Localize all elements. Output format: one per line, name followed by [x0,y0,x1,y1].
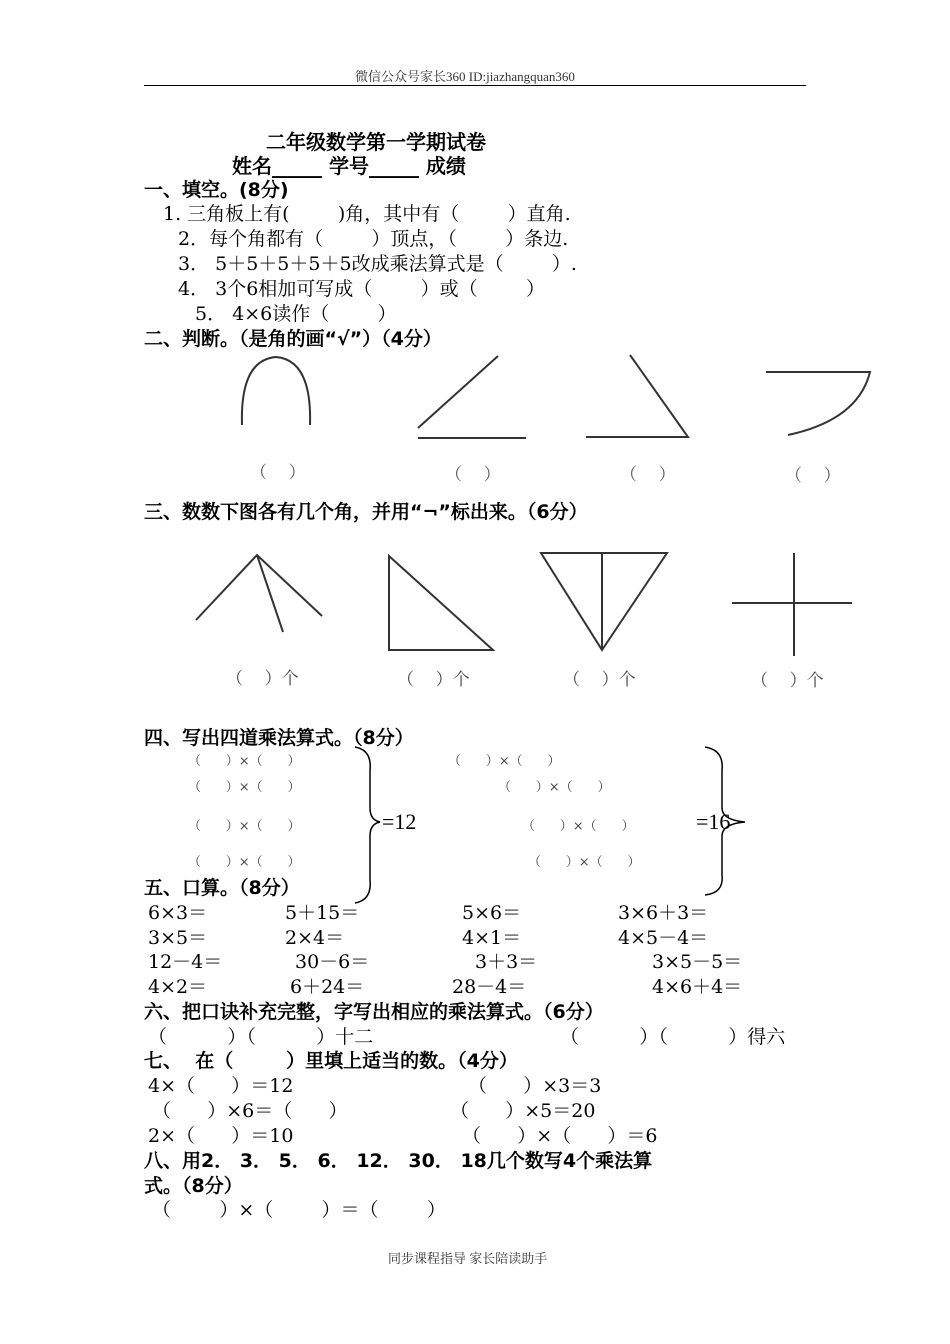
s5-r2-c1: 3×5＝ [148,927,208,949]
s5-r4-c4: 4×6＋4＝ [652,976,743,998]
s7-r3-left[interactable]: 2×（ ）＝10 [148,1125,294,1147]
s5-r2-c3: 4×1＝ [462,927,522,949]
s2-blank-1[interactable]: （ ） [250,463,306,483]
section6-title: 六、把口诀补充完整，字写出相应的乘法算式。（6分） [144,1001,604,1023]
section1-title: 一、填空。(8分) [144,179,289,201]
exam-title: 二年级数学第一学期试卷 [266,130,486,154]
s7-r2-left[interactable]: （ ）×6＝（ ） [152,1100,348,1122]
s1-question-1: 1. 三角板上有( )角，其中有（ ）直角. [163,203,571,225]
s5-r2-c2: 2×4＝ [285,927,345,949]
s4-eq-12: =12 [382,809,417,834]
s7-r1-right[interactable]: （ ）×3＝3 [468,1075,602,1097]
s6-right-rhyme[interactable]: （ ）（ ）得六 [560,1026,786,1048]
page-header: 微信公众号家长360 ID:jiazhangquan360 [355,69,575,84]
s3-count-2[interactable]: （ ）个 [397,670,470,690]
page-footer: 同步课程指导 家长陪读助手 [388,1251,548,1266]
section8-title-line1: 八、用2． 3． 5． 6． 12． 30． 18几个数写4个乘法算 [144,1150,653,1172]
s4-left-row-3[interactable]: （ ）×（ ） [188,819,301,834]
s5-r4-c1: 4×2＝ [148,976,208,998]
s7-r2-right[interactable]: （ ）×5＝20 [450,1100,596,1122]
section7-title: 七、 在（ ）里填上适当的数。（4分） [144,1050,518,1072]
s2-blank-4[interactable]: （ ） [785,466,841,486]
s2-blank-3[interactable]: （ ） [620,465,676,485]
s5-r3-c1: 12－4＝ [148,951,223,973]
s1-question-4: 4． 3个6相加可写成（ ）或（ ） [178,278,545,300]
section8-title-line2: 式。（8分） [144,1175,243,1197]
s5-r1-c2: 5＋15＝ [285,902,360,924]
s1-question-5: 5． 4×6读作（ ） [195,303,397,325]
s5-r3-c3: 3＋3＝ [475,951,538,973]
s6-left-rhyme[interactable]: （ ）（ ）十二 [148,1026,374,1048]
s1-question-2: 2．每个角都有（ ）顶点，（ ）条边. [178,228,569,250]
s4-left-row-1[interactable]: （ ）×（ ） [188,754,301,769]
s4-right-row-2[interactable]: （ ）×（ ） [498,780,611,795]
s5-r1-c4: 3×6＋3＝ [618,902,709,924]
s5-r4-c3: 28－4＝ [452,976,527,998]
s2-blank-2[interactable]: （ ） [445,465,501,485]
s4-right-row-3[interactable]: （ ）×（ ） [522,819,635,834]
s4-right-row-4[interactable]: （ ）×（ ） [528,855,641,870]
s5-r3-c4: 3×5－5＝ [652,951,743,973]
s4-eq-16: =16 [696,809,731,834]
section3-title: 三、数数下图各有几个角，并用“¬”标出来。（6分） [144,501,588,523]
s5-r3-c2: 30－6＝ [295,951,370,973]
s5-r1-c1: 6×3＝ [148,902,208,924]
s5-r4-c2: 6＋24＝ [290,976,365,998]
student-info-line: 姓名_____ 学号_____ 成绩 [232,154,466,178]
section2-title: 二、判断。（是角的画“√”）（4分） [144,328,442,350]
s1-question-3: 3． 5＋5＋5＋5＋5改成乘法算式是（ ）. [178,253,577,275]
s4-left-row-2[interactable]: （ ）×（ ） [188,780,301,795]
s7-r1-left[interactable]: 4×（ ）＝12 [148,1075,294,1097]
s3-count-3[interactable]: （ ）个 [563,670,636,690]
section4-title: 四、写出四道乘法算式。（8分） [144,727,414,749]
s7-r3-right[interactable]: （ ）×（ ）＝6 [462,1125,658,1147]
s3-count-1[interactable]: （ ）个 [226,669,299,689]
s4-right-row-1[interactable]: （ ）×（ ） [448,754,561,769]
s8-answer-row[interactable]: （ ）×（ ）＝（ ） [152,1199,446,1221]
s4-left-row-4[interactable]: （ ）×（ ） [188,855,301,870]
s5-r2-c4: 4×5－4＝ [618,927,709,949]
s5-r1-c3: 5×6＝ [462,902,522,924]
section5-title: 五、口算。（8分） [144,877,300,899]
s3-count-4[interactable]: （ ）个 [751,671,824,691]
